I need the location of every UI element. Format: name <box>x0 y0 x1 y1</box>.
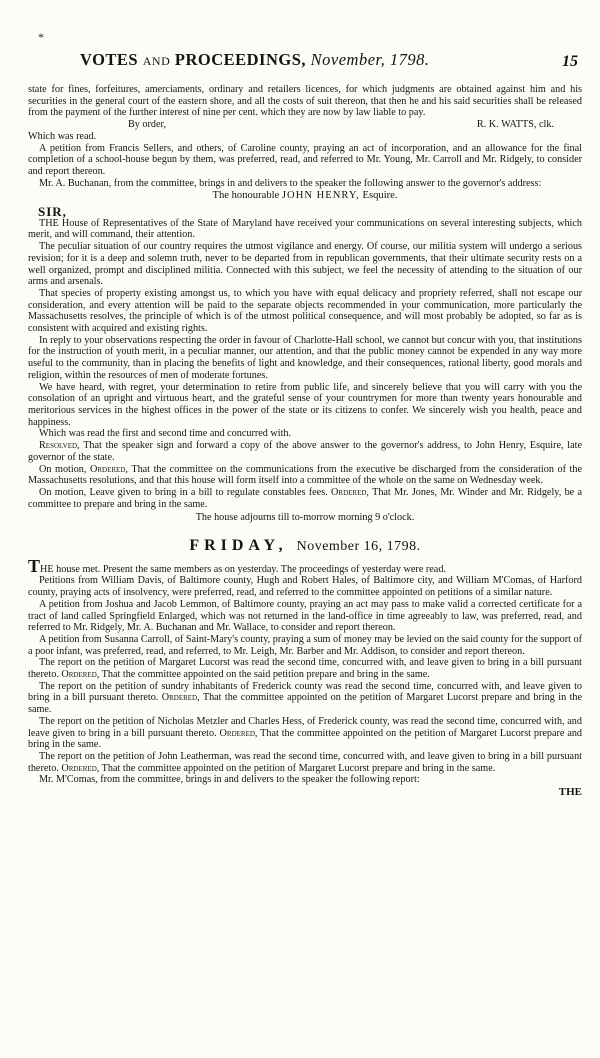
report-post: That the committee appointed on the petition of Margaret Lucorst prepare and bring in the same. <box>101 762 496 774</box>
which-read: Which was read. <box>28 130 97 142</box>
drop-cap: T <box>28 555 41 576</box>
ordered-label: Ordered, <box>61 669 100 681</box>
corner-mark: * <box>38 30 44 44</box>
paragraph-resolved <box>28 440 582 463</box>
ordered-label: Ordered, <box>219 727 258 739</box>
ordered-label: Ordered, <box>331 486 369 498</box>
title-date: November, 1798. <box>310 50 430 69</box>
ordered-label: Ordered, <box>161 692 200 704</box>
motion-text: That Mr. Jones, Mr. Winder and Mr. Ridgely, be a committee to prepare and bring in the same. <box>28 486 583 510</box>
addressee-post: Esquire. <box>362 190 398 202</box>
paragraph-metzler-report <box>28 716 582 751</box>
resolved-label: Resolved, <box>39 440 80 452</box>
paragraph-buchanan-answer: Mr. A. Buchanan, from the committee, brings in and delivers to the speaker the following answer to the governor's address: <box>39 177 542 189</box>
resolved-text: That the speaker sign and forward a copy of the above answer to the governor's address, to John Henry, Esquire, late governor of the state. <box>28 440 582 463</box>
paragraph-school: In reply to your observations respecting the order in favour of Charlotte-Hall school, we cannot but concur with you, that institutions for the instruction of youth merit, in a peculiar manner, our attention, and that the public money cannot be expended in any way more useful to the community, than in placing the benefits of light and knowledge, and their consequences, rational liberty, good morals and religion, within the resources of men of moderate fortunes. <box>28 334 582 381</box>
page-number: 15 <box>562 53 578 70</box>
paragraph-sellers-petition: A petition from Francis Sellers, and others, of Caroline county, praying an act of incorporation, and an allowance for the final completion of a school-house begun by them, was preferred, read, and referred to Mr. Young, Mr. Carroll and Mr. Ridgely, to consider and report thereon. <box>28 142 582 177</box>
report-pre: The report on the petition of John Leatherman, was read the second time, concurred with, and leave given to bring in a bill pursuant thereto. <box>28 750 582 774</box>
motion-text: That the committee on the communications from the executive be discharged from the consideration of the Massachusetts resolutions, and that this house will form itself into a committee of the whole on the same on Wednesday week. <box>28 463 582 487</box>
report-post: That the committee appointed on the petition of Margaret Lucorst prepare and bring in the same. <box>28 692 583 716</box>
paragraph-retire: We have heard, with regret, your determination to retire from public life, and sincerely believe that you will carry with you the consolation of an upright and virtuous heart, and the grateful sense of your countrymen for more than twenty years honourable and meritorious services in the highest offices in the power of the state or its citizens to confer. We sincerely wish you health, peace and happiness. <box>28 381 582 428</box>
report-post: That the committee appointed on the said petition prepare and bring in the same. <box>101 669 430 681</box>
ordered-label: Ordered, <box>90 463 128 475</box>
ordered-label: Ordered, <box>61 762 100 774</box>
document-body <box>28 84 582 799</box>
page-title <box>80 52 430 69</box>
adjourn-notice: The house adjourns till to-morrow morning 9 o'clock. <box>195 512 415 524</box>
report-pre: The report on the petition of Margaret Lucorst was read the second time, concurred with, and leave given to bring in a bill pursuant thereto. <box>28 657 582 681</box>
paragraph-motion-constables <box>28 487 582 510</box>
catchword: THE <box>558 786 582 799</box>
signature-line <box>28 119 582 131</box>
clerk-signature: R. K. WATTS, clk. <box>476 119 554 131</box>
report-pre: The report on the petition of sundry inhabitants of Frederick county was read the second time, concurred with, and leave given to bring in a bill pursuant thereto. <box>28 680 582 704</box>
paragraph-house-met <box>28 555 582 576</box>
house-met-text: HE house met. Present the same members as on yesterday. The proceedings of yesterday were read. <box>40 563 446 575</box>
paragraph-motion-discharge <box>28 464 582 487</box>
which-read-concurred: Which was read the first and second time and concurred with. <box>39 428 292 440</box>
running-head <box>28 4 582 70</box>
addressee-pre: The honourable <box>212 190 280 202</box>
addressee-line <box>28 190 582 202</box>
motion-pre: On motion, <box>39 463 87 475</box>
paragraph-continuation: state for fines, forfeitures, amerciaments, ordinary and retailers licences, for which judgments are obtained against him and his securities in the general court of the eastern shore, and all the costs of suit thereon, that then he and his said securities shall be released from the payment of the further interest of nine per cent. which they are now by law liable to pay. <box>28 84 582 119</box>
report-post: That the committee appointed on the petition of Margaret Lucorst prepare and bring in the same. <box>28 727 583 751</box>
paragraph-property: That species of property existing amongst us, to which you have with equal delicacy and propriety referred, shall not escape our consideration, and every attention will be paid to the separate objects recommended in your communication, more particularly the Massachusetts resolves, the principle of which is of the utmost political consequence, and will most probably be adopted, so far as is consistent with acquired and existing rights. <box>28 287 582 335</box>
salutation: SIR, <box>38 204 67 220</box>
title-and: AND <box>142 54 171 68</box>
title-votes: VOTES <box>80 50 139 69</box>
paragraph-lemmon-petition: A petition from Joshua and Jacob Lemmon, of Baltimore county, praying an act may pass to make valid a corrected certificate for a tract of land called Springfield Enlarged, which was not returned in the land-office in time agreeably to law, was preferred, read, and referred to Mr. Ridgely, Mr. A. Buchanan and Mr. Wallace, to consider and report thereon. <box>28 598 582 634</box>
by-order: By order, <box>128 119 167 131</box>
report-pre: The report on the petition of Nicholas Metzler and Charles Hess, of Frederick county, was read the second time, concurred with, and leave given to bring in a bill pursuant thereto. <box>28 715 582 739</box>
day-name: FRIDAY, <box>189 537 288 555</box>
day-heading <box>28 537 582 555</box>
motion-pre: On motion, Leave given to bring in a bill to regulate constables fees. <box>39 486 328 498</box>
paragraph-mccomas-report: Mr. M'Comas, from the committee, brings in and delivers to the speaker the following report: <box>39 774 420 786</box>
paragraph-militia: The peculiar situation of our country requires the utmost vigilance and energy. Of course, our militia system will undergo a serious revision; for it is a deep and solemn truth, never to be departed from in republican governments, that their ultimate security rests on a well organized, prompt and disciplined militia. Connected with this subject, we feel the necessity of attending to the situation of our arms and arsenals. <box>28 241 582 288</box>
day-date: November 16, 1798. <box>296 539 421 555</box>
addressee-name: JOHN HENRY, <box>281 190 360 202</box>
paragraph-insolvency-petitions: Petitions from William Davis, of Baltimore county, Hugh and Robert Hales, of Baltimore city, and William M'Comas, of Harford county, praying acts of insolvency, were preferred, read, and referred to the committee appointed on petitions of a similar nature. <box>28 575 582 599</box>
paragraph-carroll-petition: A petition from Susanna Carroll, of Saint-Mary's county, praying a sum of money may be levied on the said county for the support of a poor infant, was preferred, read, and referred, to Mr. Leigh, Mr. Barber and Mr. Addison, to consider and report thereon. <box>28 633 582 657</box>
paragraph-house-received: THE House of Representatives of the State of Maryland have received your communications on several interesting subjects, which merit, and will command, their attention. <box>28 217 582 241</box>
paragraph-frederick-report <box>28 681 582 716</box>
paragraph-lucorst-report <box>28 657 582 680</box>
title-proceedings: PROCEEDINGS, <box>174 50 307 69</box>
paragraph-leatherman-report <box>28 751 582 774</box>
